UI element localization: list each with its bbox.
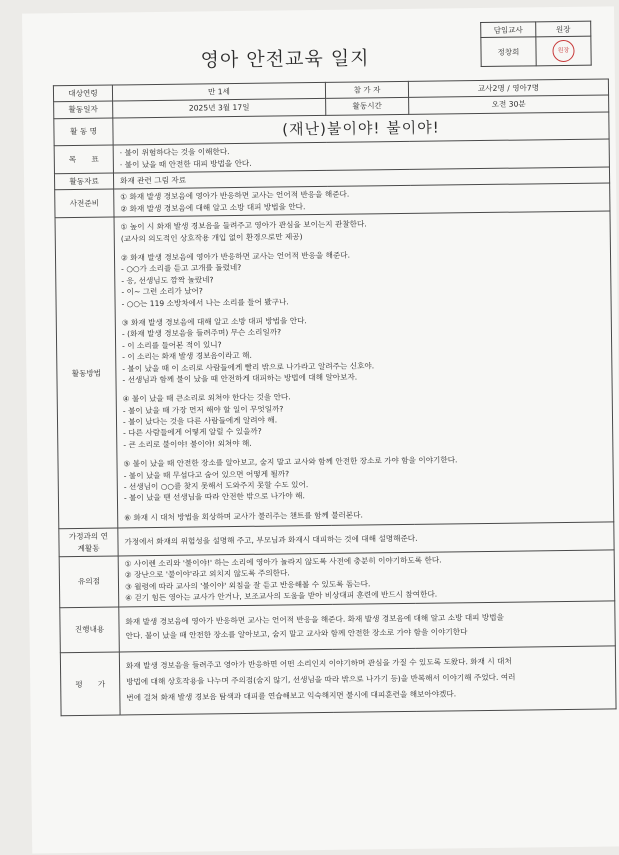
teacher-signature: 정창희 <box>481 37 536 67</box>
document-title: 영아 안전교육 일지 <box>200 47 370 72</box>
date-value: 2025년 3월 17일 <box>113 99 326 118</box>
prep-list <box>120 186 603 215</box>
duration-label: 활동시간 <box>326 98 409 115</box>
caution-list <box>125 553 609 604</box>
method-step: ④ 불이 났을 때 큰소리로 외쳐야 한다는 것을 안다. - 불이 났을 때 가장 먼저 해야 할 일이 무엇일까? - 불이 났다는 것을 다른 사람들에게 알려야 해. - 다른 사람들에게 어떻게 알릴 수 있을까? - 큰 소리로 불이야! 불이야! 외쳐야 해. <box>122 392 291 450</box>
prep-item: ① 화재 발생 경보음에 영아가 반응하면 교사는 언어적 반응을 해준다. <box>120 190 350 202</box>
prep-item: ② 화재 발생 경보음에 대해 알고 소방 대피 방법을 안다. <box>120 202 306 214</box>
activity-name-value: (재난)불이야! 불이야! <box>113 112 609 146</box>
record-table <box>53 78 617 716</box>
home-link-label: 가정과의 연계활동 <box>59 528 118 557</box>
evaluation-label: 평 가 <box>60 652 120 716</box>
materials-label: 활동자료 <box>54 173 113 190</box>
method-step: ⑥ 화재 시 대처 방법을 회상하며 교사가 불러주는 챈트를 함께 불러본다. <box>124 510 363 523</box>
duration-value: 오전 30분 <box>409 95 609 114</box>
progress-label: 진행내용 <box>60 607 120 654</box>
document-page <box>22 6 619 853</box>
approval-box <box>480 21 592 67</box>
prep-label: 사전준비 <box>55 189 114 217</box>
caution-item: ② 장난으로 '불이야'라고 외치지 않도록 주의한다. <box>124 568 290 580</box>
goal-item: · 불이 위험하다는 것을 이해한다. <box>119 147 230 158</box>
method-step: ⑤ 불이 났을 때 안전한 장소를 알아보고, 숨지 말고 교사와 함께 안전한 장소로 가야 함을 이야기한다. - 불이 났을 때 무섭다고 숨어 있으면 어떻게 될까? - 선생님이 ○○를 찾지 못해서 도와주지 못할 수도 있어. - 불이 났을 땐 선생님을 따라 안전한 밖으로 나가야 해. <box>123 455 458 503</box>
participants-label: 참 가 자 <box>325 81 408 98</box>
participants-value: 교사2명 / 영아7명 <box>408 79 608 98</box>
home-link-value: 가정에서 화재의 위험성을 설명해 주고, 부모님과 화재시 대피하는 것에 대해 설명해준다. <box>118 522 614 556</box>
caution-item: ① 사이렌 소리와 '불이야!' 하는 소리에 영아가 놀라지 않도록 사전에 충분히 이야기하도록 한다. <box>124 555 442 569</box>
teacher-label: 담임교사 <box>481 22 536 38</box>
director-label: 원장 <box>536 21 591 37</box>
target-age-value: 만 1세 <box>112 82 325 101</box>
progress-value: 화재 발생 경보음에 영아가 반응하면 교사는 언어적 반응을 해준다. 화재 발생 경보음에 대해 알고 소방 대피 방법을 안다. 불이 났을 때 안전한 장소를 알아보고, 숨지 말고 교사와 함께 안전한 장소로 가야 함을 이야기한다 <box>119 600 616 652</box>
materials-value: 화재 관련 그림 자료 <box>113 167 609 189</box>
caution-item: ④ 걷기 힘든 영아는 교사가 안거나, 보조교사의 도움을 받아 비상대피 훈련에 반드시 참여한다. <box>125 589 438 603</box>
goal-label: 목 표 <box>54 145 113 173</box>
method-label: 활동방법 <box>55 217 118 529</box>
activity-name-label: 활 동 명 <box>54 118 113 146</box>
method-step: ③ 화재 발생 경보음에 대해 알고 소방 대피 방법을 안다. - (화재 발생 경보음을 들려주며) 무슨 소리일까? - 이 소리를 들어본 적이 있니? - 이 소리는 화재 발생 경보음이라고 해. - 불이 났을 때 이 소리로 사람들에게 빨리 밖으로 나가라고 알려주는 신호야. - 선생님과 함께 불이 났을 때 안전하게 대피하는 방법에 대해 알아보자. <box>121 316 375 385</box>
method-step: ① 높이 시 화재 발생 경보음을 들려주고 영아가 관심을 보이는지 관찰한다. (교사의 의도적인 상호작용 개입 없이 환경으로만 제공) <box>120 219 367 244</box>
target-age-label: 대상연령 <box>53 85 112 102</box>
goal-item: · 불이 났을 때 안전한 대피 방법을 안다. <box>119 158 252 170</box>
method-steps <box>114 211 614 528</box>
director-stamp: 원장 <box>552 40 574 62</box>
method-step: ② 화재 발생 경보음에 영아가 반응하면 교사는 언어적 반응을 해준다. - ○○가 소리를 듣고 고개를 돌렸네? - 응, 선생님도 깜짝 놀랐네? - 이~ 그런 소리가 났어? - ○○는 119 소방차에서 나는 소리를 들어 봤구나. <box>120 250 351 308</box>
goal-list <box>120 142 603 171</box>
evaluation-value: 화재 발생 경보음을 들려주고 영아가 반응하면 어떤 소리인지 이야기하며 관심을 가질 수 있도록 도왔다. 화재 시 대처 방법에 대해 상호작용을 나누며 주의점(숨지 않기, 선생님을 따라 밖으로 나가기 등)을 반복해서 이야기해 주었다. 여러 번에 걸쳐 화재 발생 경보음 탐색과 대피를 연습해보고 익숙해지면 불시에 대피훈련을 해보아야겠다. <box>119 646 616 715</box>
date-label: 활동일자 <box>54 101 113 118</box>
caution-item: ③ 월령에 따라 교사의 '불이야' 외침을 잘 듣고 반응해볼 수 있도록 돕는다. <box>124 579 371 592</box>
caution-label: 유의점 <box>59 556 119 607</box>
